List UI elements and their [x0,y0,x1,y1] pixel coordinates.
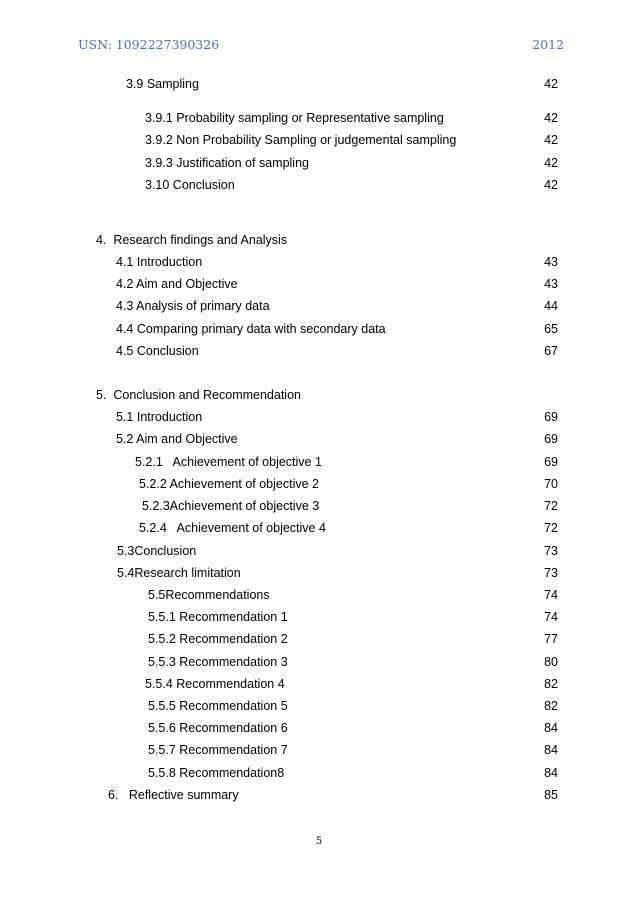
toc-entry-label: 5.2.2 Achievement of objective 2 [139,477,319,491]
toc-entry-page: 74 [544,610,558,624]
toc-entry-label: 5.1 Introduction [116,410,203,424]
toc-entry-page: 42 [544,156,558,170]
toc-section-heading: 6. Reflective summary [108,788,239,802]
toc-entry-page: 72 [544,499,558,513]
toc-entry-page: 82 [544,699,558,713]
toc-entry-page: 44 [544,299,558,313]
toc-entry-label: 5.5.6 Recommendation 6 [148,721,288,735]
toc-entry-label: 5.5.8 Recommendation8 [148,766,285,780]
toc-entry-page: 72 [544,521,558,535]
toc-entry-label: 5.2.4 Achievement of objective 4 [139,521,326,535]
toc-entry-label: 5.3Conclusion [117,544,197,558]
toc-entry-label: 3.9.2 Non Probability Sampling or judgemental sampling [145,133,457,147]
toc-entry-label: 3.9.3 Justification of sampling [145,156,309,170]
toc-entry-label: 5.5Recommendations [148,588,270,602]
toc-entry-page: 69 [544,432,558,446]
toc-entry-page: 42 [544,77,558,91]
header-year: 2012 [532,37,564,52]
toc-entry-page: 42 [544,178,558,192]
toc-entry-label: 4.5 Conclusion [116,344,199,358]
toc-entry-page: 74 [544,588,558,602]
toc-entry-page: 84 [544,721,558,735]
toc-entry-label: 3.9.1 Probability sampling or Representative sampling [145,111,444,125]
toc-entry-page: 84 [544,743,558,757]
toc-entry-label: 4.4 Comparing primary data with secondary data [116,322,386,336]
toc-entry-page: 65 [544,322,558,336]
toc-entry-label: 3.9 Sampling [126,77,199,91]
toc-entry-page: 85 [544,788,558,802]
page-number: 5 [315,836,323,847]
toc-entry-label: 5.5.4 Recommendation 4 [145,677,285,691]
toc-entry-page: 73 [544,544,558,558]
toc-entry-page: 42 [544,111,558,125]
toc-entry-label: 5.5.5 Recommendation 5 [148,699,288,713]
toc-entry-page: 77 [544,632,558,646]
toc-entry-label: 5.5.1 Recommendation 1 [148,610,288,624]
toc-entry-label: 5.5.7 Recommendation 7 [148,743,288,757]
toc-section-heading: 4. Research findings and Analysis [96,233,288,247]
toc-entry-label: 5.2.1 Achievement of objective 1 [135,455,322,469]
toc-entry-page: 67 [544,344,558,358]
toc-entry-page: 69 [544,455,558,469]
toc-entry-label: 5.5.2 Recommendation 2 [148,632,288,646]
toc-entry-label: 3.10 Conclusion [145,178,235,192]
toc-entry-page: 70 [544,477,558,491]
toc-entry-page: 69 [544,410,558,424]
toc-entry-page: 73 [544,566,558,580]
toc-entry-page: 82 [544,677,558,691]
toc-entry-label: 4.1 Introduction [116,255,203,269]
header-usn: USN: 1092227390326 [78,37,220,52]
toc-entry-page: 80 [544,655,558,669]
toc-entry-label: 4.3 Analysis of primary data [116,299,270,313]
toc-entry-label: 5.5.3 Recommendation 3 [148,655,288,669]
toc-entry-label: 4.2 Aim and Objective [116,277,238,291]
toc-entry-page: 43 [544,277,558,291]
toc-entry-page: 42 [544,133,558,147]
toc-entry-page: 43 [544,255,558,269]
toc-entry-label: 5.4Research limitation [117,566,241,580]
toc-section-heading: 5. Conclusion and Recommendation [96,388,301,402]
toc-entry-label: 5.2.3Achievement of objective 3 [142,499,320,513]
toc-entry-page: 84 [544,766,558,780]
toc-entry-label: 5.2 Aim and Objective [116,432,238,446]
